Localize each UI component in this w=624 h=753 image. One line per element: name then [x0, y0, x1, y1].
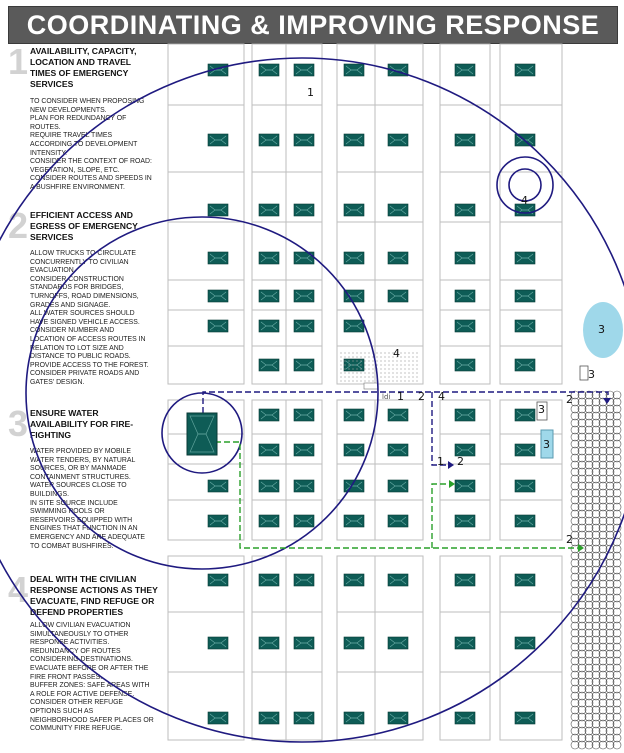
house-icon	[259, 64, 279, 76]
lot-parcel	[375, 310, 423, 346]
hydrant-marker	[580, 366, 588, 380]
section-body: WATER PROVIDED BY MOBILE WATER TENDERS, BY NATURAL SOURCES, OR BY MANMADE CONTAINMENT STRUCTURES. WATER SOURCES CLOSE TO BUILDINGS. IN SITE SOURCE INCLUDE SWIMMING POOLS OR RESERVOIRS EQUIPPED WITH ENGINES THAT FUNCTION IN AN EMERGENCY AND ARE ADEQUATE TO COMBAT BUSHFIRES.	[30, 448, 145, 550]
marker-2: 2	[418, 390, 425, 403]
house-icon	[455, 409, 475, 421]
house-icon	[294, 515, 314, 527]
marker-2: 2	[566, 533, 573, 546]
road-label: ldi	[382, 393, 391, 401]
marker-4: 4	[393, 347, 400, 360]
house-icon	[294, 359, 314, 371]
house-icon	[344, 444, 364, 456]
house-icon	[515, 359, 535, 371]
forest-strip	[571, 391, 621, 749]
marker-1: 1	[397, 390, 404, 403]
section-number: 4	[8, 569, 29, 610]
lot-parcel	[337, 222, 375, 280]
lot-parcel	[168, 556, 244, 612]
lot-parcel	[168, 672, 244, 740]
lot-parcel	[337, 672, 375, 740]
house-icon	[294, 444, 314, 456]
house-icon	[294, 134, 314, 146]
house-icon	[455, 290, 475, 302]
water-source-building	[187, 413, 217, 455]
house-icon	[455, 574, 475, 586]
lot-parcel	[168, 310, 244, 346]
house-icon	[455, 320, 475, 332]
house-icon	[388, 290, 408, 302]
lot-parcel	[440, 222, 490, 280]
house-icon	[208, 320, 228, 332]
lot-parcel	[168, 172, 244, 222]
house-icon	[515, 712, 535, 724]
lot-parcel	[168, 346, 244, 384]
house-icon	[208, 637, 228, 649]
house-icon	[344, 64, 364, 76]
marker-1: 1	[437, 455, 444, 468]
lot-parcel	[500, 222, 562, 280]
house-icon	[344, 409, 364, 421]
house-icon	[259, 574, 279, 586]
house-icon	[515, 252, 535, 264]
marker-2: 2	[566, 393, 573, 406]
marker-3: 3	[538, 403, 545, 416]
house-icon	[455, 515, 475, 527]
route-arrowhead	[603, 398, 611, 404]
house-icon	[455, 480, 475, 492]
house-icon	[455, 637, 475, 649]
lot-parcel	[168, 612, 244, 672]
house-icon	[294, 574, 314, 586]
lot-parcel	[440, 672, 490, 740]
house-icon	[259, 444, 279, 456]
marker-2: 2	[457, 455, 464, 468]
house-icon	[455, 252, 475, 264]
house-icon	[515, 320, 535, 332]
house-icon	[259, 515, 279, 527]
house-icon	[259, 134, 279, 146]
house-icon	[294, 320, 314, 332]
lot-parcel	[168, 105, 244, 172]
house-icon	[259, 359, 279, 371]
house-icon	[344, 134, 364, 146]
lot-parcel	[375, 672, 423, 740]
lot-parcel	[252, 672, 286, 740]
house-icon	[259, 252, 279, 264]
house-icon	[294, 290, 314, 302]
house-icon	[259, 204, 279, 216]
house-icon	[294, 64, 314, 76]
house-icon	[208, 712, 228, 724]
house-icon	[208, 574, 228, 586]
house-icon	[515, 64, 535, 76]
lot-parcel	[168, 500, 244, 540]
section-body: ALLOW CIVILIAN EVACUATION SIMULTANEOUSLY TO OTHER RESPONSE ACTIVITIES. REDUNDANCY OF ROUTES CONSIDERING DESTINATIONS. EVACUATE BEFORE OR AFTER THE FIRE FRONT PASSES. BUFFER ZONES: SAFE AREAS WITH A ROLE FOR ACTIVE DEFENSE. CONSIDER OTHER REFUGE OPTIONS SUCH AS NEIGHBORHOOD SAFER PLACES OR COMMUNITY FIRE REFUGE.	[30, 622, 154, 733]
house-icon	[388, 409, 408, 421]
house-icon	[388, 712, 408, 724]
marker-3: 3	[588, 368, 595, 381]
lot-parcel	[286, 222, 322, 280]
house-icon	[344, 320, 364, 332]
house-icon	[294, 204, 314, 216]
house-icon	[515, 637, 535, 649]
marker-3: 3	[543, 438, 550, 451]
marker-1: 1	[307, 86, 314, 99]
lot-parcel	[168, 44, 244, 105]
house-icon	[344, 204, 364, 216]
house-icon	[344, 515, 364, 527]
house-icon	[294, 712, 314, 724]
page-title: COORDINATING & IMPROVING RESPONSE	[26, 10, 600, 40]
section-title: ENSURE WATER AVAILABILITY FOR FIRE- FIGHTING	[30, 408, 134, 440]
lot-parcel	[168, 222, 244, 280]
house-icon	[455, 204, 475, 216]
lot-parcel	[375, 222, 423, 280]
lot-parcel	[500, 672, 562, 740]
section-title: AVAILABILITY, CAPACITY, LOCATION AND TRAVEL TIMES OF EMERGENCY SERVICES	[30, 46, 137, 89]
house-icon	[515, 480, 535, 492]
house-icon	[388, 574, 408, 586]
section-number: 1	[8, 41, 29, 82]
house-icon	[208, 515, 228, 527]
house-icon	[388, 637, 408, 649]
house-icon	[259, 290, 279, 302]
house-icon	[294, 637, 314, 649]
house-icon	[294, 480, 314, 492]
house-icon	[259, 320, 279, 332]
lot-parcel	[168, 280, 244, 310]
marker-4: 4	[438, 390, 445, 403]
section-body: TO CONSIDER WHEN PROPOSING NEW DEVELOPMENTS. PLAN FOR REDUNDANCY OF ROUTES. REQUIRE TRAVEL TIMES ACCORDING TO DEVELOPMENT INTENSITY. CONSIDER THE CONTEXT OF ROAD: VEGETATION, SLOPE, ETC. CONSIDER ROUTES AND SPEEDS IN A BUSHFIRE ENVIRONMENT.	[30, 98, 152, 191]
house-icon	[208, 134, 228, 146]
house-icon	[515, 290, 535, 302]
house-icon	[208, 290, 228, 302]
vehicle-icon	[364, 383, 378, 389]
house-icon	[344, 290, 364, 302]
house-icon	[388, 444, 408, 456]
section-title: EFFICIENT ACCESS AND EGRESS OF EMERGENCY SERVICES	[30, 210, 138, 242]
marker-3: 3	[598, 323, 605, 336]
section-number: 2	[8, 205, 29, 246]
section-number: 3	[8, 403, 29, 444]
house-icon	[455, 712, 475, 724]
house-icon	[208, 204, 228, 216]
house-icon	[259, 409, 279, 421]
house-icon	[455, 64, 475, 76]
house-icon	[455, 134, 475, 146]
house-icon	[515, 574, 535, 586]
lot-parcel	[286, 672, 322, 740]
house-icon	[388, 252, 408, 264]
house-icon	[344, 574, 364, 586]
house-icon	[455, 359, 475, 371]
house-icon	[259, 712, 279, 724]
house-icon	[515, 409, 535, 421]
house-icon	[388, 480, 408, 492]
house-icon	[294, 409, 314, 421]
house-icon	[259, 480, 279, 492]
section-title: DEAL WITH THE CIVILIAN RESPONSE ACTIONS AS THEY EVACUATE, FIND REFUGE OR DEFEND PROPERTIES	[30, 574, 158, 617]
house-icon	[259, 637, 279, 649]
house-icon	[515, 444, 535, 456]
house-icon	[208, 252, 228, 264]
house-icon	[344, 712, 364, 724]
house-icon	[344, 252, 364, 264]
marker-4: 4	[521, 194, 528, 207]
house-icon	[515, 515, 535, 527]
lot-parcel	[168, 464, 244, 500]
house-icon	[388, 134, 408, 146]
house-icon	[388, 204, 408, 216]
house-icon	[388, 515, 408, 527]
house-icon	[208, 480, 228, 492]
house-icon	[344, 637, 364, 649]
section-body: ALLOW TRUCKS TO CIRCULATE CONCURRENTLY TO CIVILIAN EVACUATION. CONSIDER CONSTRUCTION STANDARDS FOR BRIDGES, TURNOFFS, ROAD DIMENSIONS, GRADES AND SIGNAGE. ALL WATER SOURCES SHOULD HAVE SIGNED VEHICLE ACCESS. CONSIDER NUMBER AND LOCATION OF ACCESS ROUTES IN RELATION TO LOT SIZE AND DISTANCE TO PUBLIC ROADS. PROVIDE ACCESS TO THE FOREST. CONSIDER PRIVATE ROADS AND GATES' DESIGN.	[30, 250, 149, 386]
